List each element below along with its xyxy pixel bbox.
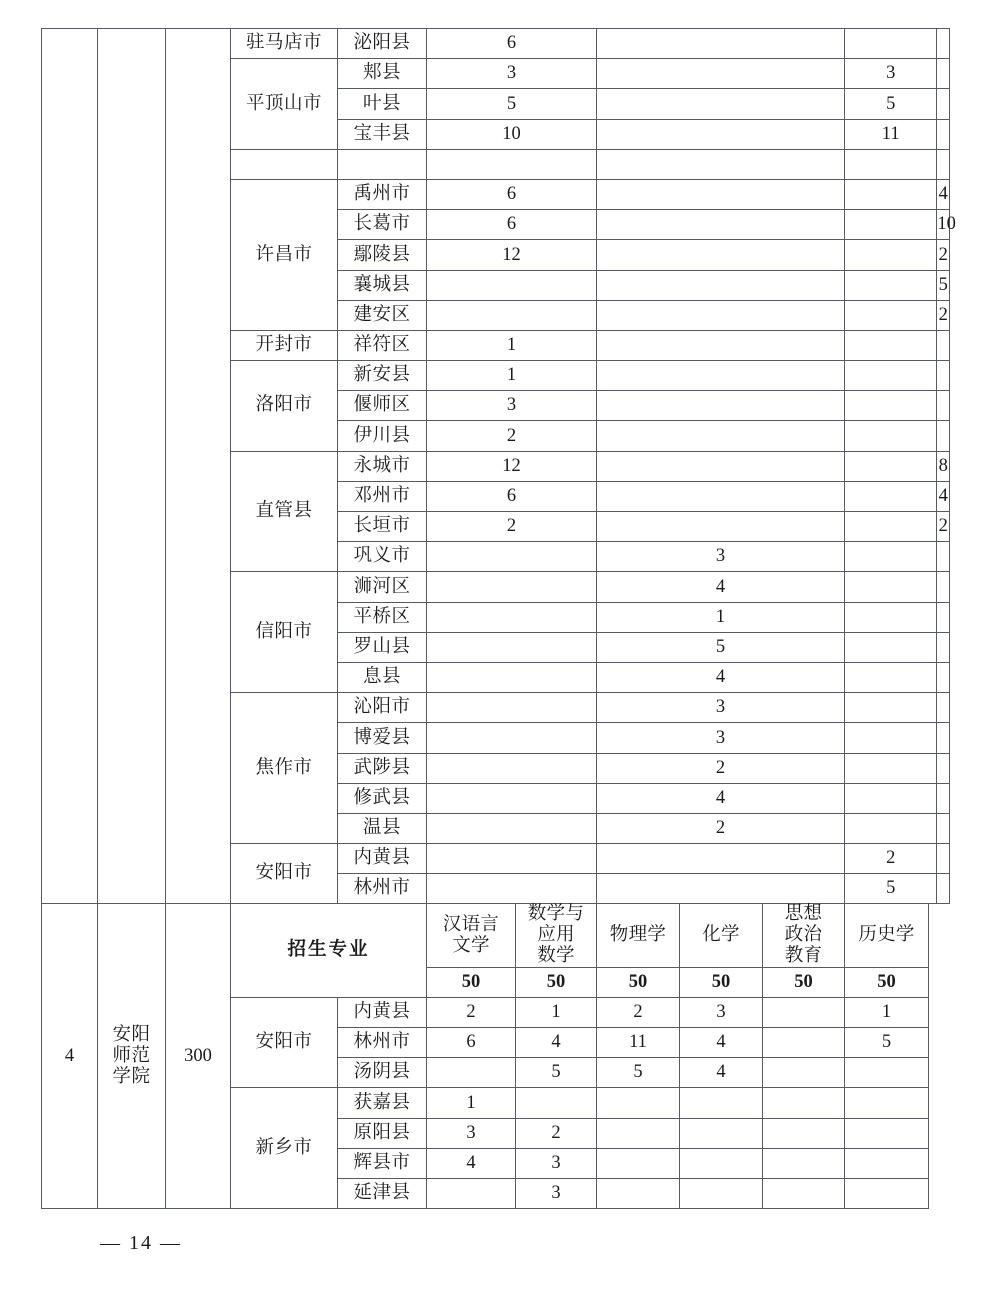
value-cell: 11 xyxy=(845,119,937,149)
value-cell xyxy=(597,29,845,59)
value-cell: 2 xyxy=(597,813,845,843)
text-line: 教育 xyxy=(784,945,823,966)
city-cell: 焦作市 xyxy=(231,693,338,844)
value-cell: 5 xyxy=(937,270,950,300)
value-cell xyxy=(763,1058,845,1088)
value-cell xyxy=(597,1178,680,1208)
value-cell xyxy=(597,1148,680,1178)
value-cell xyxy=(845,421,937,451)
value-cell: 12 xyxy=(427,451,597,481)
value-cell xyxy=(427,1178,516,1208)
major-name-cell-1 xyxy=(516,904,597,967)
city-cell: 许昌市 xyxy=(231,179,338,330)
county-cell: 息县 xyxy=(338,662,427,692)
value-cell xyxy=(845,542,937,572)
county-cell: 平桥区 xyxy=(338,602,427,632)
value-cell: 2 xyxy=(845,844,937,874)
value-cell xyxy=(597,149,845,179)
county-cell: 建安区 xyxy=(338,300,427,330)
value-cell xyxy=(937,572,950,602)
text-line: 物理学 xyxy=(609,925,667,946)
major-header-label: 招生专业 xyxy=(231,904,427,997)
value-cell xyxy=(937,330,950,360)
city-cell: 平顶山市 xyxy=(231,59,338,150)
value-cell xyxy=(845,572,937,602)
value-cell xyxy=(597,391,845,421)
value-cell xyxy=(937,149,950,179)
major-name-cell-0 xyxy=(427,904,516,967)
county-cell: 林州市 xyxy=(338,874,427,904)
county-cell: 沁阳市 xyxy=(338,693,427,723)
value-cell: 3 xyxy=(516,1148,597,1178)
value-cell xyxy=(597,179,845,209)
value-cell xyxy=(845,451,937,481)
value-cell: 5 xyxy=(597,1058,680,1088)
county-cell: 新安县 xyxy=(338,361,427,391)
value-cell xyxy=(937,119,950,149)
value-cell xyxy=(763,997,845,1027)
city-cell: 驻马店市 xyxy=(231,29,338,59)
major-name-cell-4 xyxy=(763,904,845,967)
county-cell: 郏县 xyxy=(338,59,427,89)
value-cell xyxy=(937,844,950,874)
value-cell xyxy=(680,1178,763,1208)
value-cell xyxy=(937,391,950,421)
value-cell xyxy=(597,270,845,300)
county-cell: 原阳县 xyxy=(338,1118,427,1148)
value-cell xyxy=(427,300,597,330)
major-name-cell-3 xyxy=(680,904,763,967)
text-line: 历史学 xyxy=(858,925,915,946)
major-quota-cell-2: 50 xyxy=(597,967,680,997)
value-cell xyxy=(680,1118,763,1148)
value-cell: 4 xyxy=(937,481,950,511)
value-cell xyxy=(427,662,597,692)
value-cell xyxy=(937,662,950,692)
value-cell xyxy=(597,512,845,542)
value-cell xyxy=(937,693,950,723)
value-cell: 2 xyxy=(516,1118,597,1148)
value-cell xyxy=(937,89,950,119)
value-cell: 5 xyxy=(845,89,937,119)
value-cell: 3 xyxy=(516,1178,597,1208)
value-cell xyxy=(597,330,845,360)
value-cell xyxy=(680,1088,763,1118)
value-cell: 2 xyxy=(427,512,597,542)
school-name-cell-upper xyxy=(98,29,166,904)
value-cell xyxy=(937,632,950,662)
school-name-cell xyxy=(98,904,166,1209)
text-line: 化学 xyxy=(702,925,740,946)
county-cell: 内黄县 xyxy=(338,844,427,874)
city-cell xyxy=(231,149,338,179)
value-cell xyxy=(845,481,937,511)
value-cell xyxy=(937,723,950,753)
value-cell: 4 xyxy=(597,572,845,602)
value-cell: 11 xyxy=(597,1027,680,1057)
county-cell: 宝丰县 xyxy=(338,119,427,149)
value-cell xyxy=(597,300,845,330)
value-cell xyxy=(597,421,845,451)
city-cell: 新乡市 xyxy=(231,1088,338,1209)
value-cell xyxy=(427,572,597,602)
value-cell: 1 xyxy=(845,997,929,1027)
county-cell: 伊川县 xyxy=(338,421,427,451)
value-cell: 3 xyxy=(597,723,845,753)
value-cell xyxy=(845,1088,929,1118)
value-cell: 12 xyxy=(427,240,597,270)
value-cell xyxy=(845,753,937,783)
county-cell: 罗山县 xyxy=(338,632,427,662)
value-cell: 4 xyxy=(516,1027,597,1057)
value-cell: 6 xyxy=(427,1027,516,1057)
county-cell: 武陟县 xyxy=(338,753,427,783)
value-cell: 2 xyxy=(937,300,950,330)
text-line: 安阳 xyxy=(112,1025,151,1046)
value-cell xyxy=(845,361,937,391)
city-cell: 开封市 xyxy=(231,330,338,360)
value-cell: 4 xyxy=(680,1027,763,1057)
value-cell xyxy=(845,149,937,179)
value-cell xyxy=(845,240,937,270)
text-line: 师范 xyxy=(112,1045,151,1066)
text-line: 思想 xyxy=(784,904,823,925)
value-cell xyxy=(937,59,950,89)
county-cell xyxy=(338,149,427,179)
value-cell: 5 xyxy=(597,632,845,662)
major-quota-cell-4: 50 xyxy=(763,967,845,997)
value-cell xyxy=(427,693,597,723)
page-footer: — 14 — xyxy=(100,1232,182,1254)
city-cell: 信阳市 xyxy=(231,572,338,693)
row-index-cell-upper xyxy=(42,29,98,904)
county-cell: 叶县 xyxy=(338,89,427,119)
text-line: 数学 xyxy=(537,945,575,966)
county-cell: 邓州市 xyxy=(338,481,427,511)
total-quota-cell-upper xyxy=(166,29,231,904)
county-cell: 鄢陵县 xyxy=(338,240,427,270)
value-cell: 2 xyxy=(937,512,950,542)
value-cell xyxy=(845,330,937,360)
enrollment-plan-table xyxy=(41,28,956,1209)
value-cell: 6 xyxy=(427,481,597,511)
value-cell xyxy=(937,542,950,572)
value-cell xyxy=(427,723,597,753)
value-cell: 4 xyxy=(680,1058,763,1088)
value-cell xyxy=(937,874,950,904)
value-cell: 3 xyxy=(427,1118,516,1148)
value-cell: 3 xyxy=(680,997,763,1027)
value-cell xyxy=(427,602,597,632)
value-cell: 1 xyxy=(427,361,597,391)
county-cell: 祥符区 xyxy=(338,330,427,360)
value-cell: 1 xyxy=(427,330,597,360)
value-cell: 2 xyxy=(937,240,950,270)
value-cell xyxy=(427,632,597,662)
text-line: 文学 xyxy=(452,935,490,956)
city-cell: 安阳市 xyxy=(231,844,338,904)
county-cell: 温县 xyxy=(338,813,427,843)
value-cell: 2 xyxy=(597,753,845,783)
major-quota-cell-5: 50 xyxy=(845,967,929,997)
major-quota-cell-0: 50 xyxy=(427,967,516,997)
value-cell xyxy=(937,753,950,783)
value-cell xyxy=(845,602,937,632)
value-cell xyxy=(597,874,845,904)
value-cell xyxy=(845,783,937,813)
value-cell xyxy=(845,270,937,300)
county-cell: 延津县 xyxy=(338,1178,427,1208)
value-cell xyxy=(845,662,937,692)
value-cell: 4 xyxy=(427,1148,516,1178)
value-cell xyxy=(845,179,937,209)
value-cell xyxy=(597,210,845,240)
value-cell xyxy=(427,149,597,179)
county-cell: 获嘉县 xyxy=(338,1088,427,1118)
major-header-row xyxy=(42,904,950,967)
county-cell: 内黄县 xyxy=(338,997,427,1027)
value-cell xyxy=(763,1178,845,1208)
county-cell: 长垣市 xyxy=(338,512,427,542)
city-cell: 安阳市 xyxy=(231,997,338,1088)
value-cell: 3 xyxy=(845,59,937,89)
value-cell xyxy=(597,240,845,270)
value-cell xyxy=(845,632,937,662)
major-quota-cell-3: 50 xyxy=(680,967,763,997)
value-cell xyxy=(427,844,597,874)
value-cell xyxy=(845,29,937,59)
text-line: 应用 xyxy=(537,925,575,946)
county-cell: 辉县市 xyxy=(338,1148,427,1178)
text-line: 数学与 xyxy=(527,904,585,925)
county-cell: 永城市 xyxy=(338,451,427,481)
value-cell: 5 xyxy=(516,1058,597,1088)
value-cell xyxy=(845,693,937,723)
value-cell xyxy=(427,753,597,783)
major-name-cell-2 xyxy=(597,904,680,967)
value-cell xyxy=(597,1088,680,1118)
value-cell xyxy=(845,300,937,330)
value-cell xyxy=(763,1118,845,1148)
value-cell xyxy=(937,783,950,813)
value-cell xyxy=(763,1148,845,1178)
value-cell xyxy=(845,210,937,240)
value-cell: 10 xyxy=(937,210,950,240)
value-cell xyxy=(427,783,597,813)
value-cell xyxy=(937,602,950,632)
value-cell xyxy=(597,1118,680,1148)
value-cell: 4 xyxy=(597,662,845,692)
value-cell xyxy=(763,1027,845,1057)
value-cell: 8 xyxy=(937,451,950,481)
table-row xyxy=(42,29,950,59)
value-cell: 3 xyxy=(427,391,597,421)
value-cell xyxy=(845,391,937,421)
value-cell xyxy=(680,1148,763,1178)
row-index-cell: 4 xyxy=(42,904,98,1209)
value-cell: 1 xyxy=(427,1088,516,1118)
total-quota-cell: 300 xyxy=(166,904,231,1209)
county-cell: 襄城县 xyxy=(338,270,427,300)
county-cell: 汤阴县 xyxy=(338,1058,427,1088)
county-cell: 浉河区 xyxy=(338,572,427,602)
value-cell xyxy=(427,542,597,572)
value-cell: 3 xyxy=(597,542,845,572)
value-cell xyxy=(845,1118,929,1148)
text-line: 汉语言 xyxy=(442,914,500,935)
value-cell: 1 xyxy=(597,602,845,632)
value-cell: 6 xyxy=(427,210,597,240)
value-cell xyxy=(427,270,597,300)
text-line: 学院 xyxy=(112,1066,151,1087)
major-name-cell-5 xyxy=(845,904,929,967)
value-cell xyxy=(427,874,597,904)
value-cell: 4 xyxy=(937,179,950,209)
value-cell xyxy=(427,813,597,843)
value-cell: 5 xyxy=(845,1027,929,1057)
value-cell xyxy=(597,451,845,481)
value-cell: 6 xyxy=(427,29,597,59)
value-cell: 5 xyxy=(845,874,937,904)
county-cell: 修武县 xyxy=(338,783,427,813)
value-cell xyxy=(427,1058,516,1088)
county-cell: 长葛市 xyxy=(338,210,427,240)
value-cell: 2 xyxy=(427,997,516,1027)
city-cell: 直管县 xyxy=(231,451,338,572)
value-cell: 10 xyxy=(427,119,597,149)
value-cell xyxy=(937,813,950,843)
value-cell xyxy=(597,119,845,149)
value-cell: 2 xyxy=(427,421,597,451)
county-cell: 禹州市 xyxy=(338,179,427,209)
value-cell xyxy=(845,723,937,753)
value-cell: 4 xyxy=(597,783,845,813)
value-cell: 6 xyxy=(427,179,597,209)
value-cell xyxy=(597,59,845,89)
value-cell: 2 xyxy=(597,997,680,1027)
county-cell: 泌阳县 xyxy=(338,29,427,59)
value-cell xyxy=(937,29,950,59)
value-cell xyxy=(763,1088,845,1118)
value-cell xyxy=(845,813,937,843)
county-cell: 巩义市 xyxy=(338,542,427,572)
value-cell: 3 xyxy=(427,59,597,89)
value-cell xyxy=(597,89,845,119)
value-cell xyxy=(597,844,845,874)
county-cell: 博爱县 xyxy=(338,723,427,753)
value-cell xyxy=(845,1148,929,1178)
county-cell: 偃师区 xyxy=(338,391,427,421)
value-cell: 5 xyxy=(427,89,597,119)
city-cell: 洛阳市 xyxy=(231,361,338,452)
value-cell xyxy=(845,1058,929,1088)
value-cell xyxy=(845,512,937,542)
value-cell xyxy=(937,421,950,451)
major-quota-cell-1: 50 xyxy=(516,967,597,997)
value-cell: 1 xyxy=(516,997,597,1027)
value-cell xyxy=(597,361,845,391)
county-cell: 林州市 xyxy=(338,1027,427,1057)
text-line: 政治 xyxy=(784,925,823,946)
value-cell xyxy=(516,1088,597,1118)
value-cell xyxy=(597,481,845,511)
value-cell: 3 xyxy=(597,693,845,723)
value-cell xyxy=(845,1178,929,1208)
value-cell xyxy=(937,361,950,391)
